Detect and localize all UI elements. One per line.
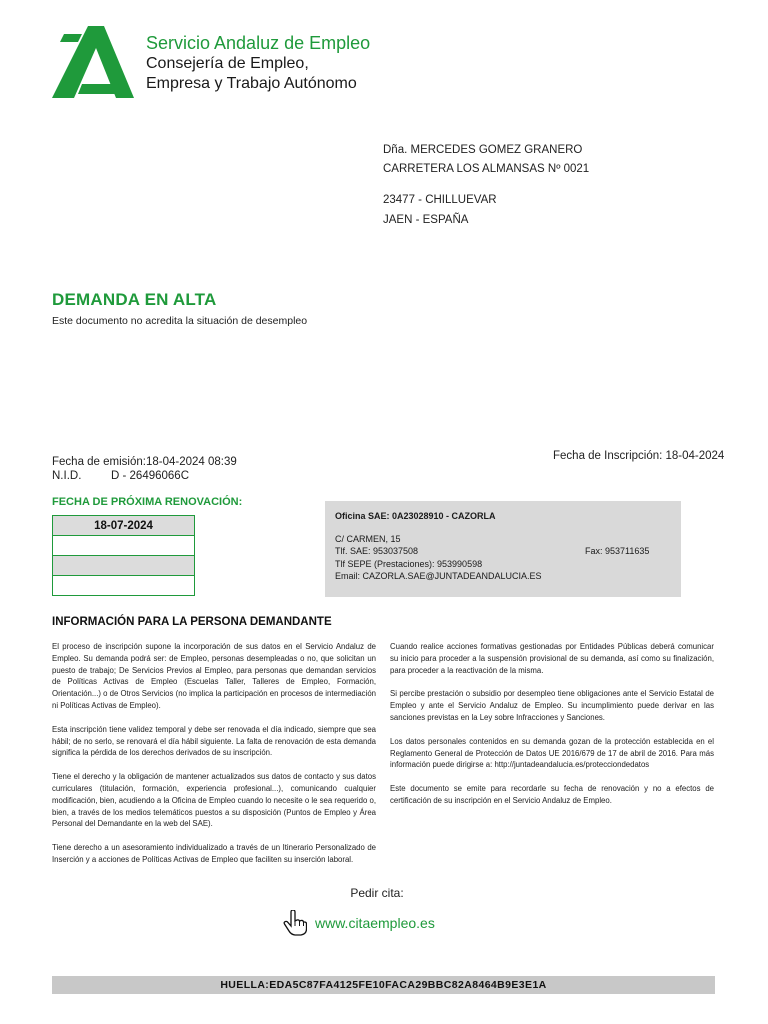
org-name: Servicio Andaluz de Empleo [146,33,371,53]
info-paragraph: Tiene el derecho y la obligación de mantener actualizados sus datos de contacto y sus datos curriculares (titulación, formación, experiencia profesional...), comunicando cualquier modificación, bien, acudiendo a la Oficina de Empleo cuando lo necesite o le sea requerido o, bien, a través de los medios telemáticos puestos a su disposición (Puntos de Empleo y Área Personal del Demandante en la web del SAE). [52,772,376,829]
hand-pointer-icon [283,910,307,936]
office-header: Oficina SAE: 0A23028910 - CAZORLA [335,511,496,521]
document-title: DEMANDA EN ALTA [52,290,217,309]
office-sepe-tel: Tlf SEPE (Prestaciones): 953990598 [335,559,483,569]
org-department: Consejería de Empleo, [146,55,309,72]
nid-value: D - 26496066C [111,470,189,482]
document-subtitle: Este documento no acredita la situación de desempleo [52,315,308,327]
info-paragraph: Si percibe prestación o subsidio por desempleo tiene obligaciones ante el Servicio Estatal de Empleo y ante el Servicio Andaluz de Empleo. Su incumplimiento puede derivar en las sanciones previstas en la Ley sobre Infracciones y Sanciones. [390,689,714,722]
info-paragraph: Los datos personales contenidos en su demanda gozan de la protección establecida en el Reglamento General de Protección de Datos UE 2016/679 de 17 de abril de 2016. Para más información puede dirigirse a: http://juntadeandalucia.es/protecciondedatos [390,736,714,770]
office-info-box [325,501,681,597]
renewal-date: 18-07-2024 [53,516,195,536]
info-paragraph: Este documento se emite para recordarle su fecha de renovación y no a efectos de certificación de su inscripción en el Servicio Andaluz de Empleo. [390,784,714,805]
renewal-table [52,515,195,596]
recipient-postal-city: 23477 - CHILLUEVAR [383,194,497,206]
cita-link[interactable]: www.citaempleo.es [315,915,435,931]
renewal-cell [53,556,195,576]
junta-andalucia-logo-icon [52,26,134,98]
recipient-province: JAEN - ESPAÑA [383,214,469,226]
info-title: INFORMACIÓN PARA LA PERSONA DEMANDANTE [52,616,332,628]
office-fax: Fax: 953711635 [585,546,650,556]
info-paragraph: Esta inscripción tiene validez temporal y debe ser renovada el día indicado, siempre que sea hábil; de no serlo, se renovará el día hábil siguiente. La falta de renovación de esta demanda significa la pérdida de los derechos derivados de su inscripción. [52,724,376,758]
info-paragraph: Cuando realice acciones formativas gestionadas por Entidades Públicas deberá comunicar su inicio para proceder a la suspensión provisional de su demanda, así como su finalización, para proceder a la reactivación de la misma. [390,642,714,675]
organization-header [146,32,370,94]
info-paragraph: Tiene derecho a un asesoramiento individualizado a través de un Itinerario Personalizado de Inserción y a acciones de Políticas Activas de Empleo que faciliten su inserción laboral. [52,843,376,864]
cita-row [283,910,435,936]
info-column-right [390,641,714,819]
office-address: C/ CARMEN, 15 [335,534,401,544]
office-email: Email: CAZORLA.SAE@JUNTADEANDALUCIA.ES [335,571,542,581]
recipient-name: Dña. MERCEDES GOMEZ GRANERO [383,144,583,156]
huella-footer: HUELLA:EDA5C87FA4125FE10FACA29BBC82A8464B9E3E1A [52,976,715,994]
emission-date: Fecha de emisión:18-04-2024 08:39 [52,456,237,468]
cita-label: Pedir cita: [350,886,404,900]
renewal-cell [53,576,195,596]
nid-label: N.I.D. [52,470,82,482]
recipient-street: CARRETERA LOS ALMANSAS Nº 0021 [383,163,590,175]
renewal-title: FECHA DE PRÓXIMA RENOVACIÓN: [52,496,243,508]
info-paragraph: El proceso de inscripción supone la incorporación de sus datos en el Servicio Andaluz de Empleo. Su demanda podrá ser: de Empleo, personas desempleadas o no, que solicitan un puesto de trabajo; De Servicios Previos al Empleo, para personas que demandan servicios de Políticas Activas de Empleo (Escuelas Taller, Talleres de Empleo, Formación, Orientación...) o de Otros Servicios (no implica la participación en procesos de intermediación ni Políticas Activas de Empleo). [52,642,376,710]
info-column-left [52,641,376,878]
renewal-cell [53,536,195,556]
office-tel: Tlf. SAE: 953037508 [335,546,419,556]
org-department-cont: Empresa y Trabajo Autónomo [146,75,357,92]
inscription-date: Fecha de Inscripción: 18-04-2024 [553,450,725,462]
